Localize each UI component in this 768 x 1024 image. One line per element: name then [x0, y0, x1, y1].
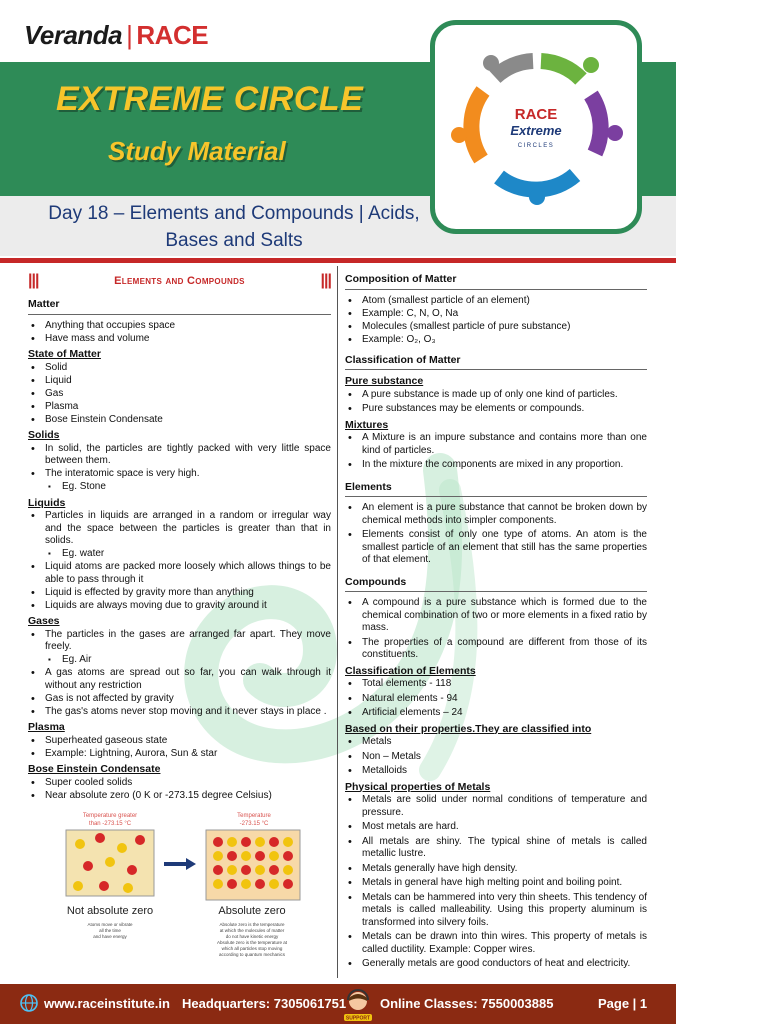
- absolute-zero-label: Absolute zero: [218, 905, 286, 917]
- support-agent-icon: [340, 988, 376, 1024]
- left-note: Atoms move or vibrate: [87, 922, 133, 927]
- mixtures-list: [345, 432, 647, 472]
- left-note: all the time: [99, 928, 121, 933]
- section-banner: [28, 270, 331, 292]
- left-caption-top: Temperature greater: [82, 813, 138, 819]
- list-item: • The properties of a compound are different from those of its constituents.: [345, 637, 647, 662]
- right-caption-top: Temperature: [237, 813, 271, 819]
- solids-heading: Solids: [28, 429, 60, 441]
- website-link[interactable]: www.raceinstitute.in: [44, 996, 170, 1011]
- left-caption-top2: than -273.15 °C: [88, 821, 132, 827]
- list-item: • Metals are solid under normal conditions of temperature and pressure.: [345, 794, 647, 819]
- header-divider: [0, 258, 676, 263]
- banner-left-bars: |||: [28, 271, 39, 289]
- sub-item: ▪ Eg. Stone: [28, 481, 331, 494]
- list-item: • A pure substance is made up of only one kind of particles.: [345, 389, 647, 402]
- gases-heading: Gases: [28, 615, 60, 627]
- left-column: [28, 270, 331, 803]
- list-item: • Metals: [345, 736, 647, 749]
- list-item: • Metals can be hammered into very thin sheets. This tendency of metals is called malleability. Using this property aluminum is transformed into silvery foils.: [345, 892, 647, 930]
- physical-heading: Physical properties of Metals: [345, 780, 491, 793]
- list-item: • Near absolute zero (0 K or -273.15 degree Celsius): [28, 790, 331, 803]
- list-item: • Most metals are hard.: [345, 821, 647, 834]
- list-item: • In solid, the particles are tightly packed with very little space between them.: [28, 443, 331, 468]
- list-item: • The gas's atoms never stop moving and it never stays in place .: [28, 706, 331, 719]
- absolute-zero-diagram: [52, 808, 314, 968]
- list-item: • A gas atoms are spread out so far, you can walk through it without any restriction: [28, 667, 331, 692]
- list-item: • In the mixture the components are mixed in any proportion.: [345, 459, 647, 472]
- globe-icon: [20, 994, 38, 1012]
- physical-list: [345, 794, 647, 971]
- liquids-heading: Liquids: [28, 496, 66, 509]
- online-classes-phone: Online Classes: 7550003885: [380, 996, 554, 1011]
- column-divider: [337, 266, 338, 978]
- list-item: • Plasma: [28, 401, 331, 414]
- veranda-race-logo: Veranda | RACE: [24, 20, 209, 50]
- properties-list: [345, 736, 647, 778]
- list-item: • Particles in liquids are arranged in a random or irregular way and the space between the particles is greater than that in solids.: [28, 510, 331, 548]
- right-note: do not have kinetic energy: [225, 934, 279, 939]
- composition-heading: Composition of Matter: [345, 273, 647, 290]
- headquarters-phone: Headquarters: 7305061751: [182, 996, 347, 1011]
- matter-list: [28, 320, 331, 346]
- list-item: • Natural elements - 94: [345, 693, 647, 706]
- right-note: at which the molecules of matter: [219, 928, 285, 933]
- bec-heading: Bose Einstein Condensate: [28, 763, 161, 775]
- solids-list: [28, 443, 331, 494]
- elements-list: [345, 502, 647, 567]
- composition-list: [345, 295, 647, 347]
- liquids-list: [28, 510, 331, 612]
- list-item: • Metals generally have high density.: [345, 863, 647, 876]
- right-note: Absolute zero is the temperature at: [216, 940, 288, 945]
- list-item: • Super cooled solids: [28, 777, 331, 790]
- page-subtitle: Study Material: [108, 136, 286, 166]
- list-item: • Gas is not affected by gravity: [28, 693, 331, 706]
- list-item: • The particles in the gases are arranged far apart. They move freely.: [28, 629, 331, 654]
- state-heading: State of Matter: [28, 348, 101, 360]
- list-item: • A compound is a pure substance which is formed due to the chemical combination of two or more elements in a fixed ratio by mass.: [345, 597, 647, 635]
- mixtures-heading: Mixtures: [345, 418, 389, 431]
- gases-list: [28, 629, 331, 719]
- list-item: • An element is a pure substance that cannot be broken down by chemical methods into simpler components.: [345, 502, 647, 527]
- list-item: • Metals can be drawn into thin wires. This property of metals is called ductility. Example: Copper wires.: [345, 931, 647, 956]
- left-note: and have energy: [93, 934, 127, 939]
- list-item: • Artificial elements – 24: [345, 707, 647, 720]
- compounds-list: [345, 597, 647, 662]
- elements-heading: Elements: [345, 481, 647, 498]
- banner-right-bars: |||: [320, 271, 331, 289]
- compounds-heading: Compounds: [345, 576, 647, 593]
- list-item: • Liquid: [28, 375, 331, 388]
- list-item: • Generally metals are good conductors of heat and electricity.: [345, 958, 647, 971]
- list-item: • Example: O₂, O₃: [345, 334, 647, 347]
- list-item: • The interatomic space is very high.: [28, 468, 331, 481]
- list-item: • Solid: [28, 362, 331, 375]
- list-item: • Molecules (smallest particle of pure substance): [345, 321, 647, 334]
- class-elements-list: [345, 678, 647, 720]
- list-item: • All metals are shiny. The typical shine of metals is called metallic lustre.: [345, 836, 647, 861]
- page-number: Page | 1: [598, 996, 648, 1011]
- sub-item: ▪ Eg. water: [28, 548, 331, 561]
- right-note: which all particles stop moving: [221, 946, 283, 951]
- pure-list: [345, 389, 647, 416]
- right-column: [345, 270, 647, 973]
- right-note: according to quantum mechanics: [218, 952, 286, 957]
- badge-line1: RACE: [514, 106, 558, 123]
- plasma-heading: Plasma: [28, 721, 65, 733]
- list-item: • Anything that occupies space: [28, 320, 331, 333]
- pure-heading: Pure substance: [345, 375, 424, 387]
- list-item: • Gas: [28, 388, 331, 401]
- list-item: • Total elements - 118: [345, 678, 647, 691]
- state-list: [28, 362, 331, 427]
- right-note: Absolute zero is the temperature: [219, 922, 285, 927]
- list-item: • Pure substances may be elements or compounds.: [345, 403, 647, 416]
- matter-heading: Matter: [28, 298, 331, 315]
- list-item: • Bose Einstein Condensate: [28, 414, 331, 427]
- class-elements-heading: Classification of Elements: [345, 664, 476, 677]
- right-caption-top2: -273.15 °C: [239, 821, 269, 827]
- plasma-list: [28, 735, 331, 761]
- classification-heading: Classification of Matter: [345, 354, 647, 371]
- list-item: • Elements consist of only one type of atoms. An atom is the smallest particle of an element that still has the same properties of that element.: [345, 529, 647, 567]
- list-item: • A Mixture is an impure substance and contains more than one kind of particles.: [345, 432, 647, 457]
- not-absolute-zero-label: Not absolute zero: [66, 905, 154, 917]
- page-title: EXTREME CIRCLE: [56, 80, 364, 118]
- list-item: • Superheated gaseous state: [28, 735, 331, 748]
- section-title: Elements and Compounds: [114, 274, 245, 287]
- list-item: • Liquid atoms are packed more loosely which allows things to be able to pass through it: [28, 561, 331, 586]
- list-item: • Liquids are always moving due to gravity around it: [28, 600, 331, 613]
- footer-bar: [0, 984, 676, 1024]
- list-item: • Atom (smallest particle of an element): [345, 295, 647, 308]
- properties-heading: Based on their properties.They are classified into: [345, 722, 592, 735]
- list-item: • Metalloids: [345, 765, 647, 778]
- badge-line3: CIRCLES: [517, 143, 555, 149]
- extreme-circle-badge: [430, 20, 642, 234]
- people-circle-logo: [435, 25, 637, 229]
- list-item: • Liquid is effected by gravity more than anything: [28, 587, 331, 600]
- list-item: • Have mass and volume: [28, 333, 331, 346]
- list-item: • Example: Lightning, Aurora, Sun & star: [28, 748, 331, 761]
- list-item: • Metals in general have high melting point and boiling point.: [345, 877, 647, 890]
- day-title: Day 18 – Elements and Compounds | Acids, Bases and Salts: [48, 203, 420, 251]
- list-item: • Non – Metals: [345, 751, 647, 764]
- sub-item: ▪ Eg. Air: [28, 654, 331, 667]
- support-label: SUPPORT: [345, 1015, 371, 1022]
- bec-list: [28, 777, 331, 803]
- list-item: • Example: C, N, O, Na: [345, 308, 647, 321]
- badge-line2: Extreme: [510, 123, 562, 138]
